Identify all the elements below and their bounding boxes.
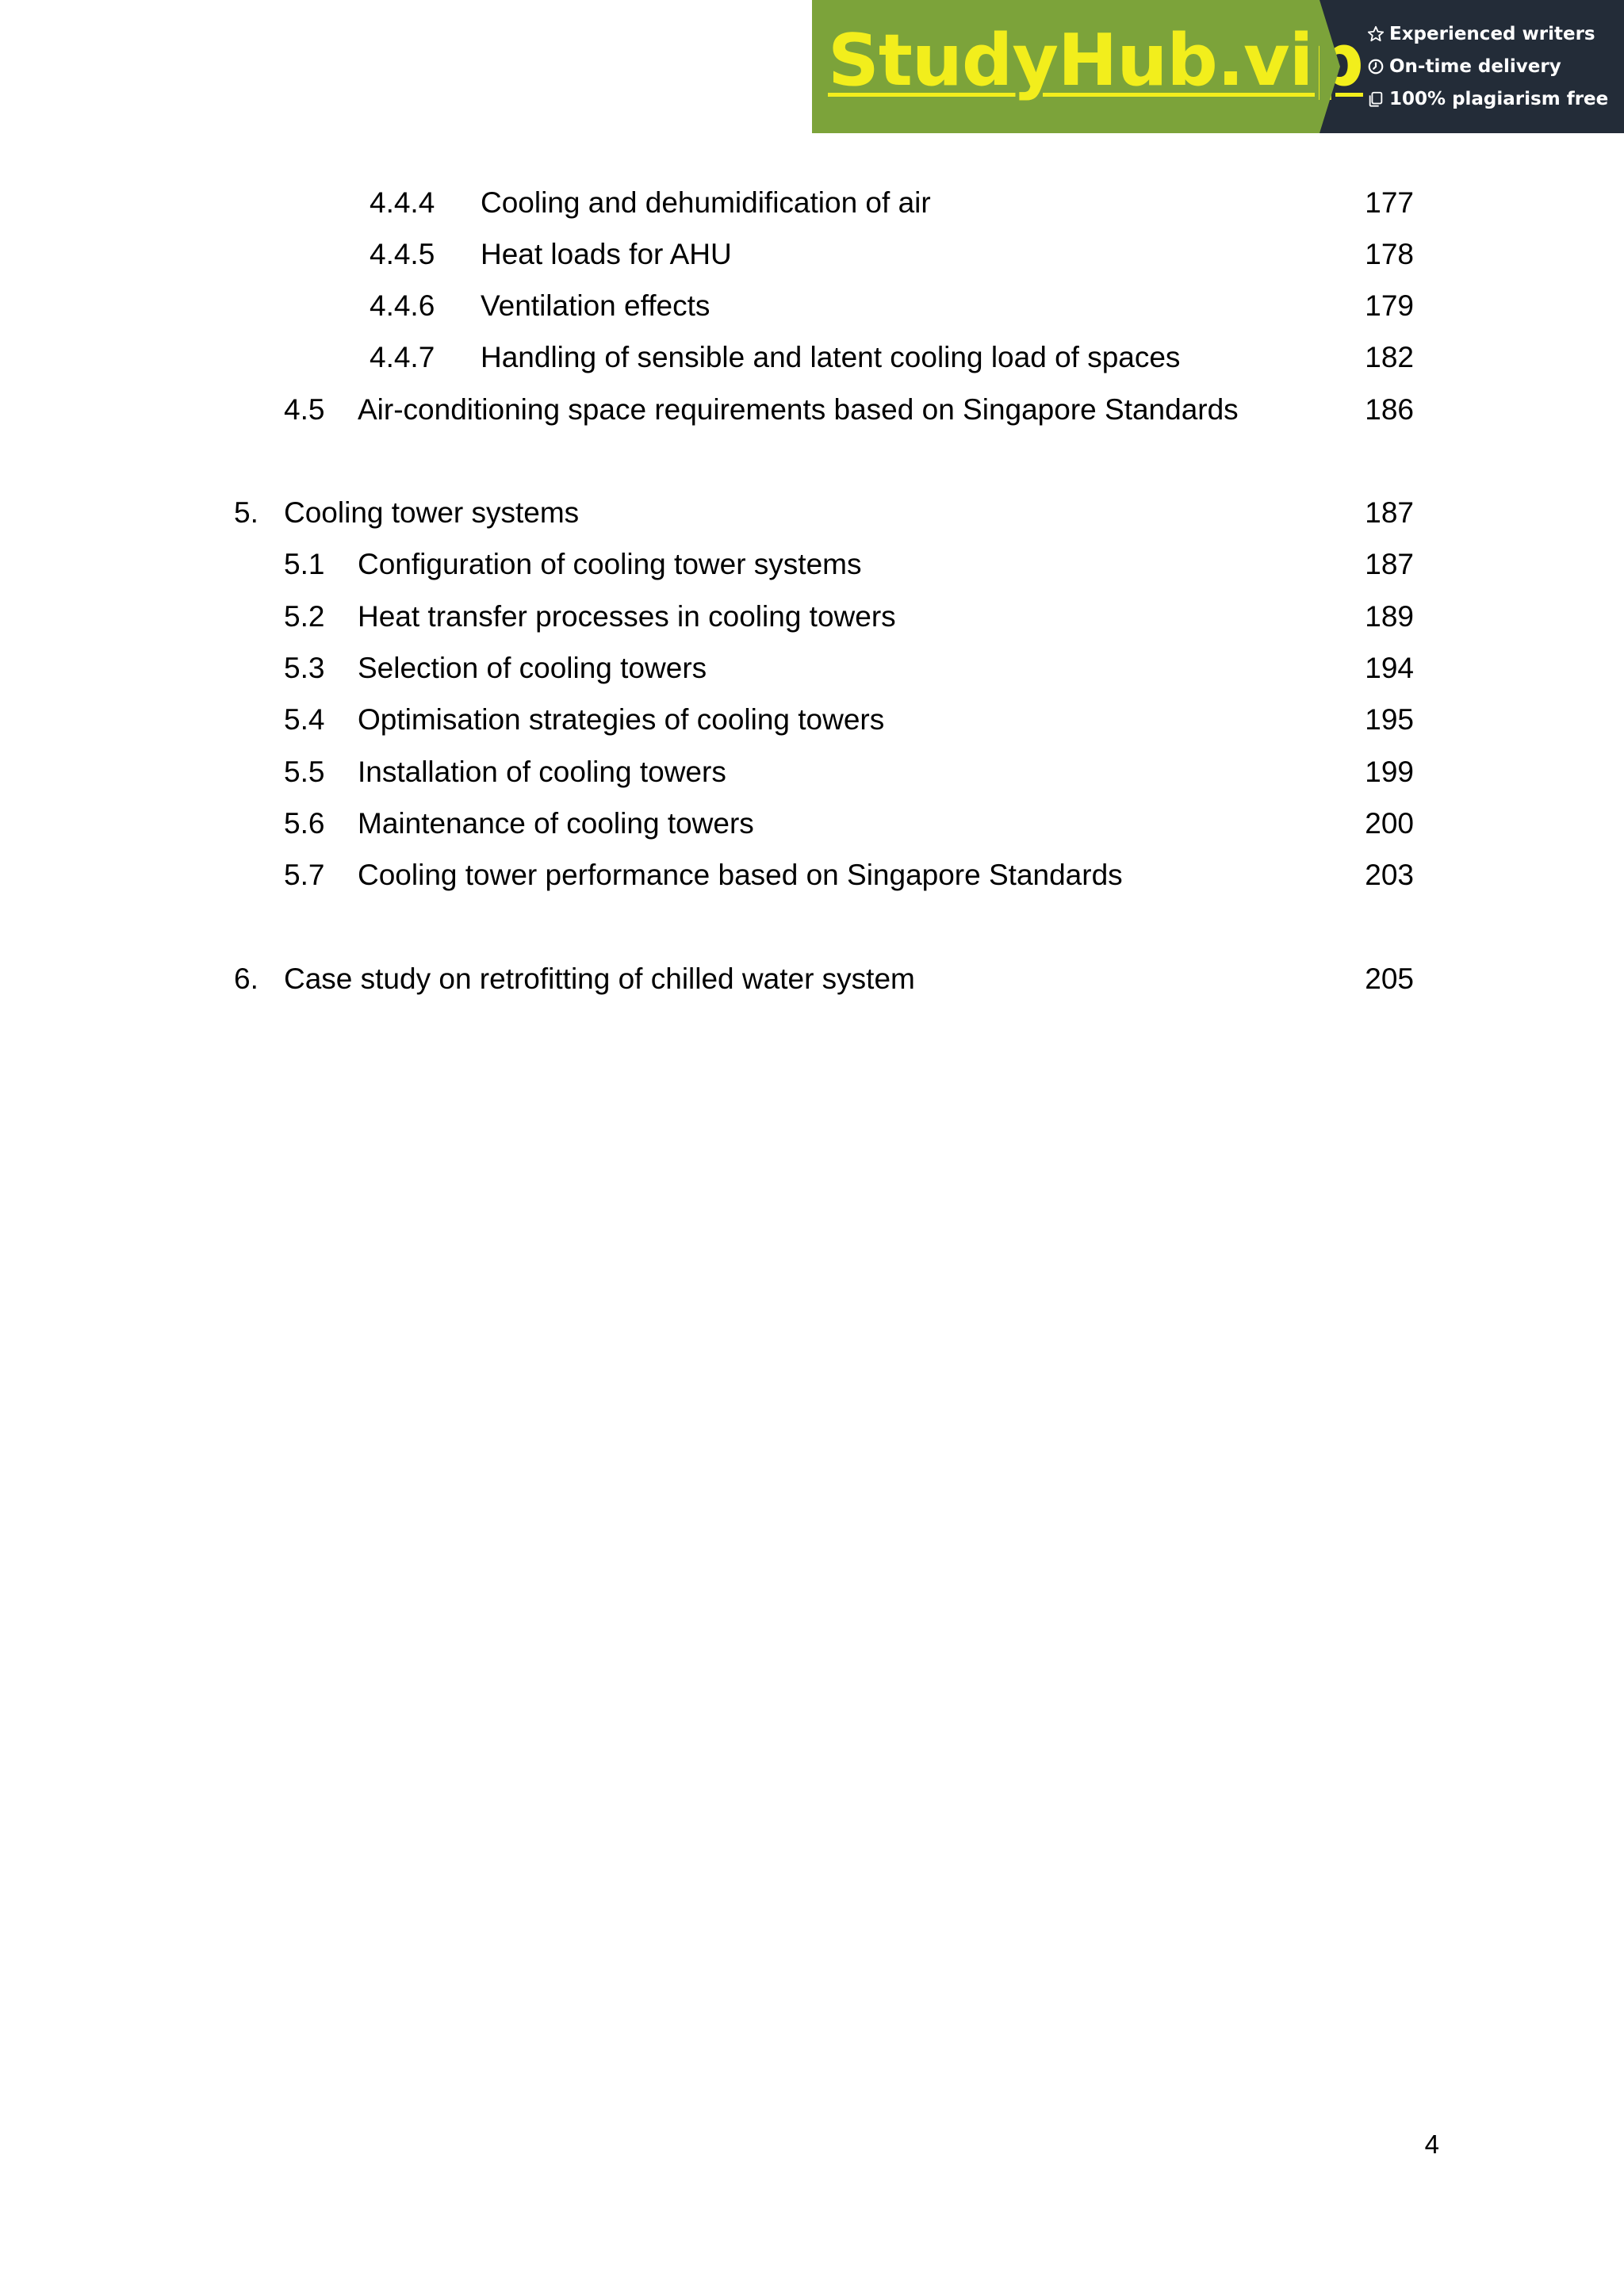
- toc-title: Handling of sensible and latent cooling load of spaces: [481, 341, 1181, 373]
- toc-number: 5.1: [284, 548, 325, 580]
- toc-page: 203: [1365, 859, 1414, 891]
- toc-entry[interactable]: [0, 698, 1624, 742]
- toc-number: 4.4.6: [370, 289, 435, 322]
- toc-title: Installation of cooling towers: [358, 756, 726, 788]
- toc-number: 5.3: [284, 652, 325, 684]
- toc-number: 4.4.4: [370, 186, 435, 219]
- toc-title: Cooling and dehumidification of air: [481, 186, 931, 219]
- feature-on-time-delivery: [1367, 51, 1624, 83]
- toc-entry[interactable]: [0, 181, 1624, 225]
- toc-number: 6.: [234, 962, 259, 995]
- toc-title: Configuration of cooling tower systems: [358, 548, 862, 580]
- toc-number: 5.5: [284, 756, 325, 788]
- feature-experienced-writers: [1367, 18, 1624, 51]
- toc-number: 5.7: [284, 859, 325, 891]
- toc-number: 5.: [234, 496, 259, 529]
- page-number: 4: [1424, 2130, 1439, 2159]
- toc-title: Optimisation strategies of cooling towers: [358, 703, 885, 736]
- toc-entry[interactable]: [0, 595, 1624, 639]
- clock-icon: [1367, 58, 1385, 75]
- toc-number: 4.5: [284, 393, 325, 426]
- toc-number: 5.2: [284, 600, 325, 633]
- brand-panel: [812, 0, 1363, 133]
- brand-logo-text[interactable]: StudyHub.vip: [828, 19, 1363, 102]
- toc-page: 177: [1365, 186, 1414, 219]
- toc-page: 179: [1365, 289, 1414, 322]
- banner-arrow: [1320, 0, 1340, 133]
- toc-entry[interactable]: [0, 284, 1624, 328]
- toc-entry[interactable]: [0, 542, 1624, 587]
- toc-number: 4.4.7: [370, 341, 435, 373]
- toc-title: Maintenance of cooling towers: [358, 807, 754, 840]
- toc-page: 187: [1365, 548, 1414, 580]
- feature-label: 100% plagiarism free: [1389, 89, 1609, 109]
- toc-entry[interactable]: [0, 802, 1624, 846]
- toc-title: Case study on retrofitting of chilled water system: [284, 962, 915, 995]
- toc-page: 189: [1365, 600, 1414, 633]
- toc-entry[interactable]: [0, 646, 1624, 691]
- toc-page: 200: [1365, 807, 1414, 840]
- toc-entry[interactable]: [0, 232, 1624, 277]
- toc-chapter[interactable]: [0, 491, 1624, 535]
- toc-title: Cooling tower performance based on Singapore Standards: [358, 859, 1123, 891]
- feature-label: On-time delivery: [1389, 56, 1561, 77]
- toc-entry[interactable]: [0, 335, 1624, 380]
- copy-icon: [1367, 90, 1385, 108]
- toc-number: 5.4: [284, 703, 325, 736]
- studyhub-banner[interactable]: [812, 0, 1624, 133]
- toc-page: 187: [1365, 496, 1414, 529]
- toc-title: Selection of cooling towers: [358, 652, 707, 684]
- toc-title: Air-conditioning space requirements based on Singapore Standards: [358, 393, 1239, 426]
- toc-title: Heat loads for AHU: [481, 238, 732, 270]
- toc-page: 194: [1365, 652, 1414, 684]
- toc-title: Ventilation effects: [481, 289, 710, 322]
- toc-page: 195: [1365, 703, 1414, 736]
- toc-title: Heat transfer processes in cooling towers: [358, 600, 896, 633]
- toc-number: 4.4.5: [370, 238, 435, 270]
- feature-label: Experienced writers: [1389, 24, 1595, 44]
- toc-chapter[interactable]: [0, 957, 1624, 1001]
- toc-entry[interactable]: [0, 388, 1624, 432]
- toc-title: Cooling tower systems: [284, 496, 580, 529]
- toc-page: 186: [1365, 393, 1414, 426]
- star-icon: [1367, 25, 1385, 43]
- toc-page: 205: [1365, 962, 1414, 995]
- toc-page: 178: [1365, 238, 1414, 270]
- toc-number: 5.6: [284, 807, 325, 840]
- features-panel: [1320, 0, 1624, 133]
- toc-page: 199: [1365, 756, 1414, 788]
- toc-entry[interactable]: [0, 750, 1624, 794]
- toc-entry[interactable]: [0, 853, 1624, 897]
- toc-page: 182: [1365, 341, 1414, 373]
- feature-plagiarism-free: [1367, 83, 1624, 116]
